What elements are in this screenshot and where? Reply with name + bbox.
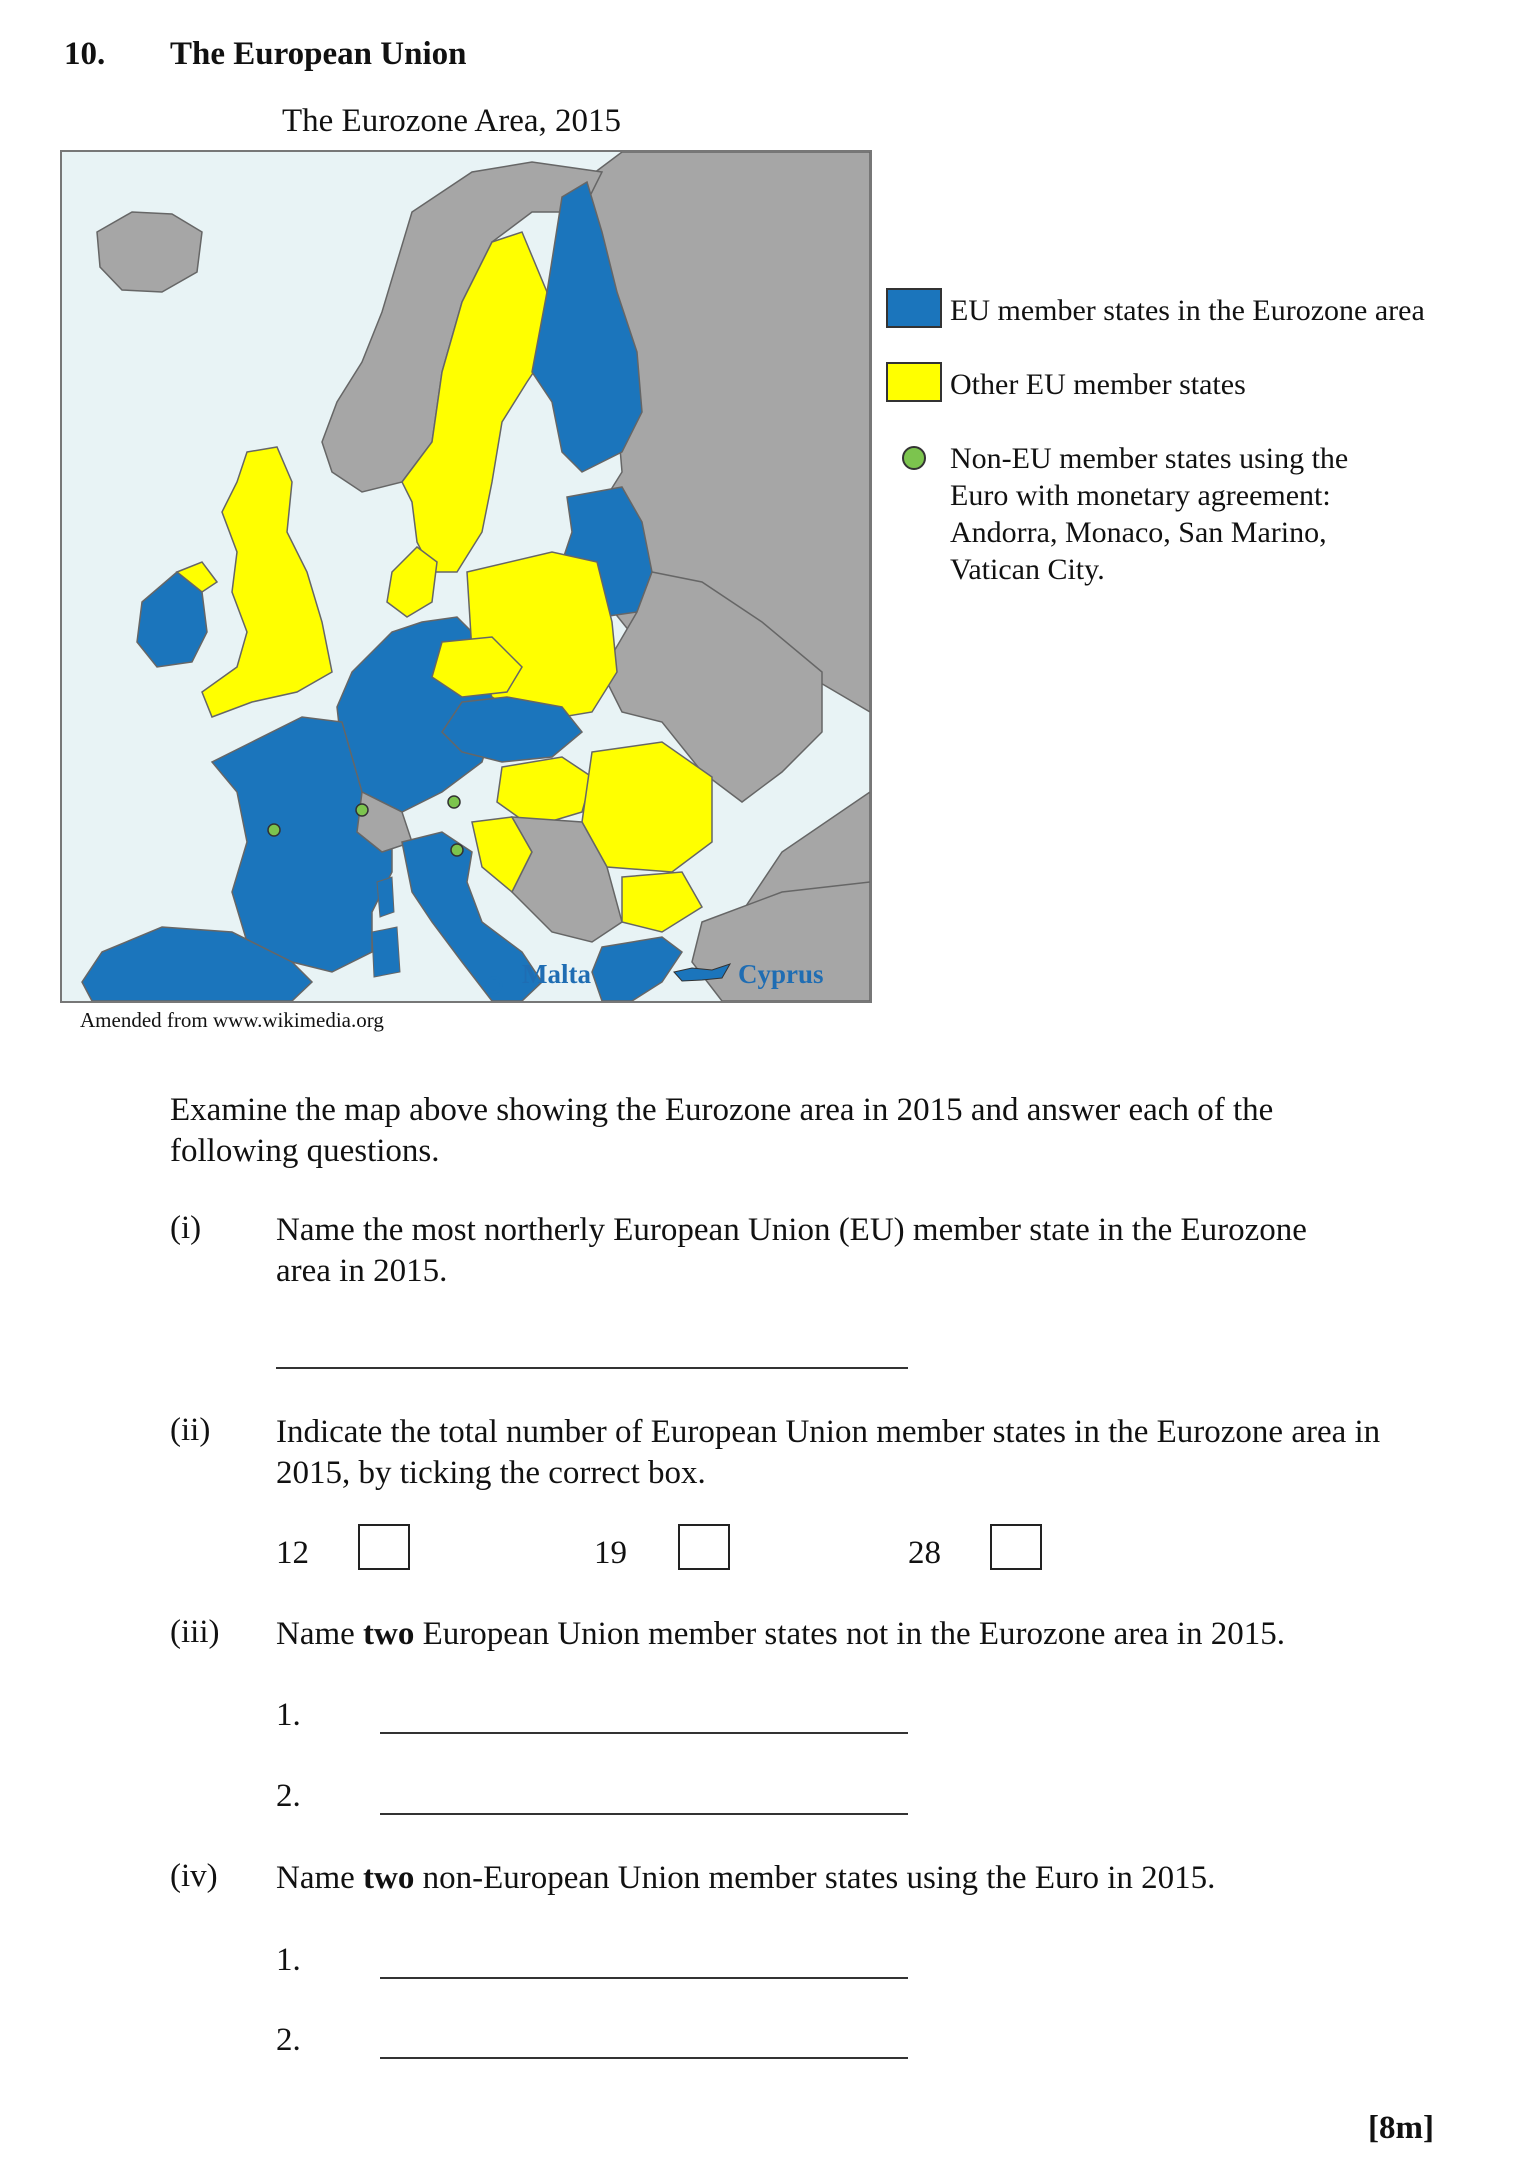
marks-total: [8m] bbox=[1368, 2110, 1434, 2146]
option-28-checkbox[interactable] bbox=[990, 1524, 1042, 1570]
legend-non-eu-line: Euro with monetary agreement: bbox=[950, 479, 1331, 512]
legend-label-other-eu: Other EU member states bbox=[950, 368, 1246, 401]
map-title: The Eurozone Area, 2015 bbox=[282, 103, 622, 139]
part-i-label: (i) bbox=[170, 1210, 202, 1246]
part-ii-line: Indicate the total number of European Union member states in the Eurozone area in bbox=[276, 1414, 1381, 1450]
intro-line: Examine the map above showing the Eurozone area in 2015 and answer each of the bbox=[170, 1092, 1274, 1128]
option-12-checkbox[interactable] bbox=[358, 1524, 410, 1570]
part-i-line: Name the most northerly European Union (EU) member state in the Eurozone bbox=[276, 1212, 1307, 1248]
part-i-line: area in 2015. bbox=[276, 1253, 448, 1289]
part-iii-text-bold: two bbox=[363, 1616, 415, 1652]
part-iii-text-post: European Union member states not in the Eurozone area in 2015. bbox=[414, 1616, 1285, 1652]
answer-line-iv-1[interactable] bbox=[380, 1977, 908, 1979]
option-28-label: 28 bbox=[908, 1535, 941, 1571]
part-iv-label: (iv) bbox=[170, 1858, 218, 1894]
map-svg bbox=[62, 152, 870, 1001]
option-19-checkbox[interactable] bbox=[678, 1524, 730, 1570]
intro-line: following questions. bbox=[170, 1133, 440, 1169]
monaco-dot bbox=[356, 804, 368, 816]
andorra-dot bbox=[268, 824, 280, 836]
part-iv-text-bold: two bbox=[363, 1860, 415, 1896]
option-12-label: 12 bbox=[276, 1535, 309, 1571]
answer-line-iii-1[interactable] bbox=[380, 1732, 908, 1734]
question-number: 10. bbox=[64, 36, 106, 72]
legend-non-eu-line: Non-EU member states using the bbox=[950, 442, 1349, 475]
part-ii-question bbox=[276, 1412, 1380, 1494]
intro-text bbox=[170, 1090, 1273, 1172]
part-iv-text-post: non-European Union member states using the Euro in 2015. bbox=[414, 1860, 1216, 1896]
corsica-shape bbox=[377, 877, 394, 917]
legend-non-eu-line: Andorra, Monaco, San Marino, bbox=[950, 516, 1327, 549]
part-ii-label: (ii) bbox=[170, 1412, 211, 1448]
legend-swatch-eurozone bbox=[886, 288, 942, 328]
san-marino-dot bbox=[448, 796, 460, 808]
malta-label: Malta bbox=[522, 959, 591, 989]
answer-line-iii-2[interactable] bbox=[380, 1813, 908, 1815]
question-title: The European Union bbox=[170, 36, 467, 72]
answer-line-i[interactable] bbox=[276, 1367, 908, 1369]
eurozone-map bbox=[60, 150, 872, 1003]
part-iii-label: (iii) bbox=[170, 1614, 220, 1650]
legend-dot-non-eu bbox=[902, 446, 926, 470]
legend-label-eurozone: EU member states in the Eurozone area bbox=[950, 294, 1425, 327]
map-credit: Amended from www.wikimedia.org bbox=[80, 1008, 384, 1032]
part-iii-item-2: 2. bbox=[276, 1778, 301, 1814]
answer-line-iv-2[interactable] bbox=[380, 2057, 908, 2059]
part-iv-item-2: 2. bbox=[276, 2022, 301, 2058]
part-iii-question bbox=[276, 1614, 1285, 1655]
sardinia-shape bbox=[372, 927, 400, 977]
part-i-question bbox=[276, 1210, 1307, 1292]
cyprus-label: Cyprus bbox=[738, 959, 824, 989]
part-iv-text-pre: Name bbox=[276, 1860, 364, 1896]
part-ii-line: 2015, by ticking the correct box. bbox=[276, 1455, 706, 1491]
legend-label-non-eu bbox=[950, 440, 1348, 588]
part-iii-text-pre: Name bbox=[276, 1616, 364, 1652]
legend-swatch-other-eu bbox=[886, 362, 942, 402]
vatican-dot bbox=[451, 844, 463, 856]
part-iii-item-1: 1. bbox=[276, 1697, 301, 1733]
part-iv-item-1: 1. bbox=[276, 1942, 301, 1978]
part-iv-question bbox=[276, 1858, 1215, 1899]
legend-non-eu-line: Vatican City. bbox=[950, 553, 1105, 586]
option-19-label: 19 bbox=[594, 1535, 627, 1571]
